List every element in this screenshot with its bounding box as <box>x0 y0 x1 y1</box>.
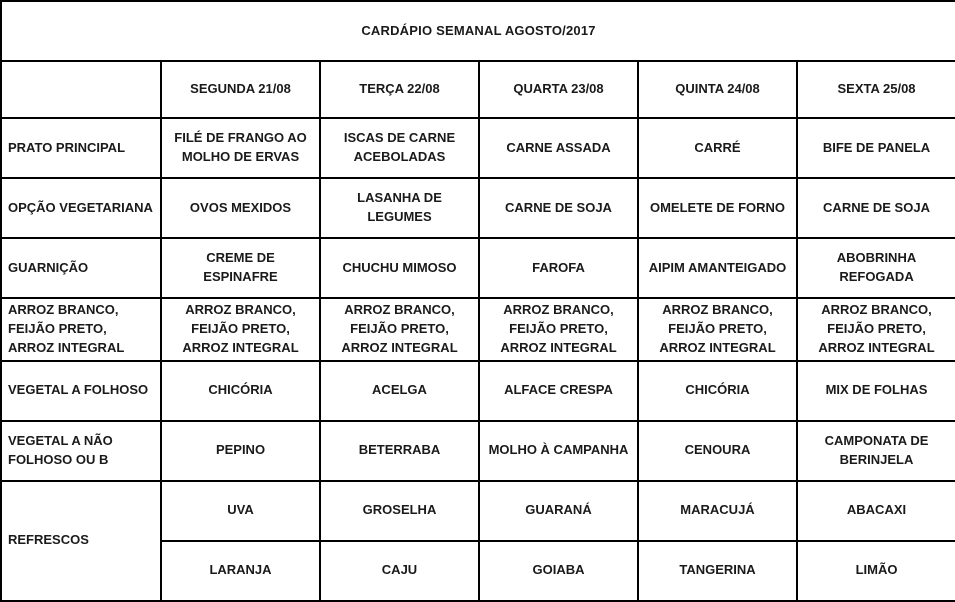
table-cell: BIFE DE PANELA <box>797 118 955 178</box>
table-cell: OMELETE DE FORNO <box>638 178 797 238</box>
table-cell: CARNE DE SOJA <box>797 178 955 238</box>
table-cell: MARACUJÁ <box>638 481 797 541</box>
column-header-tuesday: TERÇA 22/08 <box>320 61 479 118</box>
table-row-vegetal-nao-folhoso <box>1 421 955 481</box>
row-label: ARROZ BRANCO, FEIJÃO PRETO, ARROZ INTEGRAL <box>1 298 161 361</box>
row-label: VEGETAL A FOLHOSO <box>1 361 161 421</box>
table-row-arroz-feijao <box>1 298 955 361</box>
table-cell: CHUCHU MIMOSO <box>320 238 479 298</box>
table-cell: LARANJA <box>161 541 320 601</box>
table-cell: LIMÃO <box>797 541 955 601</box>
table-row-prato-principal <box>1 118 955 178</box>
title-row <box>1 1 955 61</box>
row-label: REFRESCOS <box>1 481 161 601</box>
table-cell: AIPIM AMANTEIGADO <box>638 238 797 298</box>
table-cell: ARROZ BRANCO, FEIJÃO PRETO, ARROZ INTEGRAL <box>797 298 955 361</box>
table-row-opcao-vegetariana <box>1 178 955 238</box>
table-cell: ACELGA <box>320 361 479 421</box>
table-cell: PEPINO <box>161 421 320 481</box>
table-cell: CENOURA <box>638 421 797 481</box>
table-cell: BETERRABA <box>320 421 479 481</box>
column-header-monday: SEGUNDA 21/08 <box>161 61 320 118</box>
table-cell: OVOS MEXIDOS <box>161 178 320 238</box>
table-row-vegetal-folhoso <box>1 361 955 421</box>
column-header-wednesday: QUARTA 23/08 <box>479 61 638 118</box>
table-cell: UVA <box>161 481 320 541</box>
table-cell: CAMPONATA DE BERINJELA <box>797 421 955 481</box>
table-cell: GOIABA <box>479 541 638 601</box>
table-cell: CAJU <box>320 541 479 601</box>
table-cell: CREME DE ESPINAFRE <box>161 238 320 298</box>
row-label: VEGETAL A NÃO FOLHOSO OU B <box>1 421 161 481</box>
table-cell: FILÉ DE FRANGO AO MOLHO DE ERVAS <box>161 118 320 178</box>
table-cell: MIX DE FOLHAS <box>797 361 955 421</box>
column-header-thursday: QUINTA 24/08 <box>638 61 797 118</box>
table-row-guarnicao <box>1 238 955 298</box>
row-label: GUARNIÇÃO <box>1 238 161 298</box>
table-cell: CARNE ASSADA <box>479 118 638 178</box>
page-title: CARDÁPIO SEMANAL AGOSTO/2017 <box>1 1 955 61</box>
table-row-refrescos-1 <box>1 481 955 541</box>
table-cell: ALFACE CRESPA <box>479 361 638 421</box>
table-cell: GUARANÁ <box>479 481 638 541</box>
table-cell: MOLHO À CAMPANHA <box>479 421 638 481</box>
table-cell: ABOBRINHA REFOGADA <box>797 238 955 298</box>
table-cell: ARROZ BRANCO, FEIJÃO PRETO, ARROZ INTEGRAL <box>479 298 638 361</box>
table-cell: CHICÓRIA <box>161 361 320 421</box>
header-row <box>1 61 955 118</box>
table-cell: CARNE DE SOJA <box>479 178 638 238</box>
row-label: PRATO PRINCIPAL <box>1 118 161 178</box>
table-cell: ABACAXI <box>797 481 955 541</box>
table-cell: ISCAS DE CARNE ACEBOLADAS <box>320 118 479 178</box>
table-cell: ARROZ BRANCO, FEIJÃO PRETO, ARROZ INTEGRAL <box>320 298 479 361</box>
table-cell: LASANHA DE LEGUMES <box>320 178 479 238</box>
table-cell: ARROZ BRANCO, FEIJÃO PRETO, ARROZ INTEGRAL <box>638 298 797 361</box>
table-cell: FAROFA <box>479 238 638 298</box>
table-cell: CHICÓRIA <box>638 361 797 421</box>
table-cell: ARROZ BRANCO, FEIJÃO PRETO, ARROZ INTEGRAL <box>161 298 320 361</box>
row-label: OPÇÃO VEGETARIANA <box>1 178 161 238</box>
table-cell: CARRÉ <box>638 118 797 178</box>
table-cell: GROSELHA <box>320 481 479 541</box>
table-cell: TANGERINA <box>638 541 797 601</box>
corner-cell <box>1 61 161 118</box>
column-header-friday: SEXTA 25/08 <box>797 61 955 118</box>
